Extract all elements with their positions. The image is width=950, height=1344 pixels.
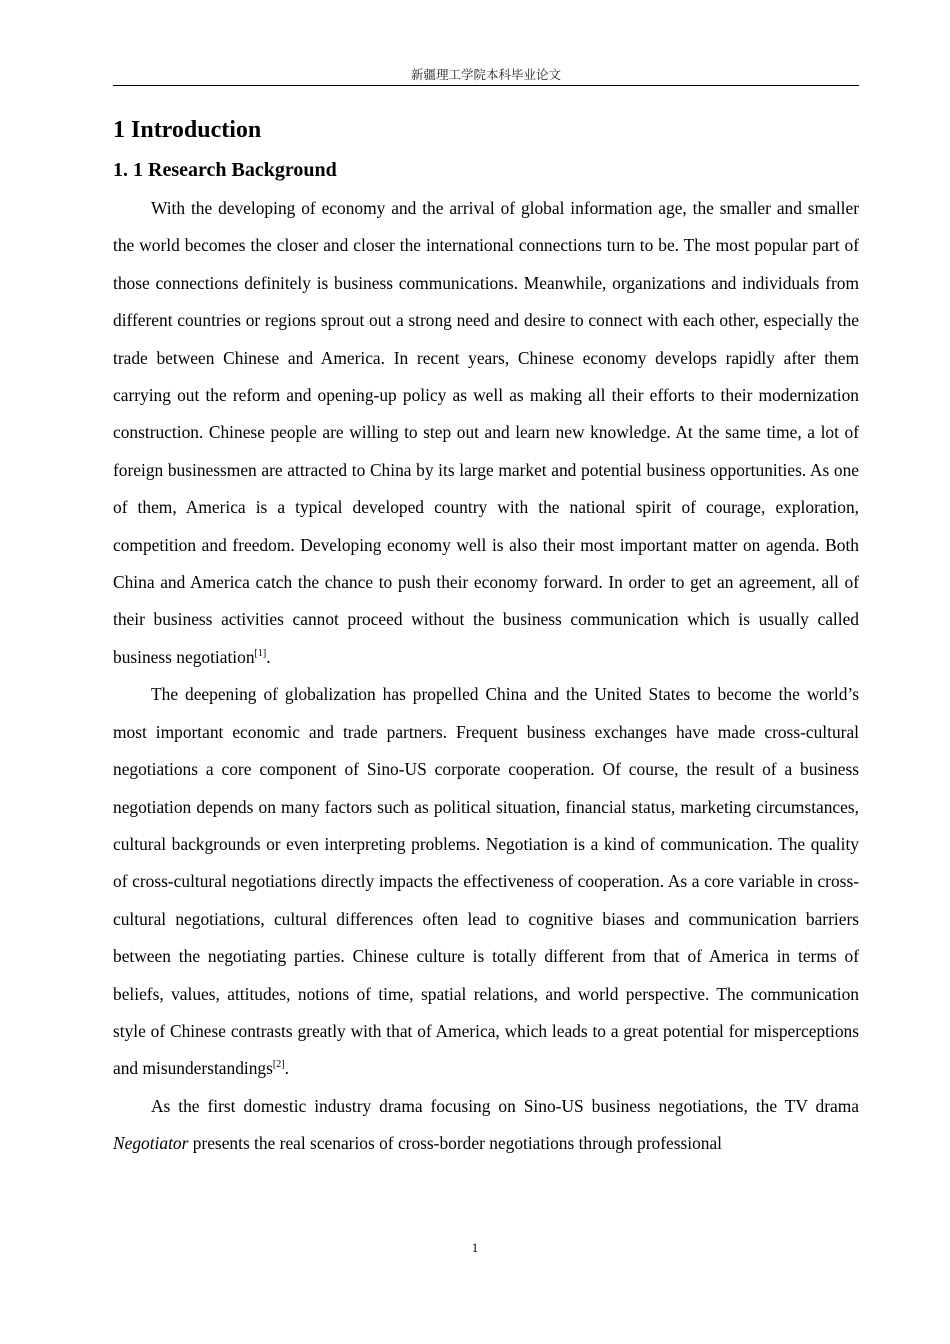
section-heading: 1 Introduction <box>113 117 262 143</box>
paragraph-3-rest: presents the real scenarios of cross-border negotiations through professional <box>188 1133 723 1154</box>
page-number: 1 <box>471 1240 479 1255</box>
paragraph-2-text: The deepening of globalization has propelled China and the United States to become the world’s most important economic and trade partners. Frequent business exchanges have made cross-cultural negotiations a core component of Sino-US corporate cooperation. Of course, the result of a business negotiation depends on many factors such as political situation, financial status, marketing circumstances, cultural backgrounds or even interpreting problems. Negotiation is a kind of communication. The quality of cross-cultural negotiations directly impacts the effectiveness of cooperation. As a core variable in cross-cultural negotiations, cultural differences often lead to cognitive biases and communication barriers between the negotiating parties. Chinese culture is totally different from that of America in terms of beliefs, values, attitudes, notions of time, spatial relations, and world perspective. The communication style of Chinese contrasts greatly with that of America, which leads to a great potential for misperceptions and misunderstandings <box>113 684 859 1079</box>
paragraph-1-end: . <box>266 646 271 667</box>
citation-1: [1] <box>254 647 267 659</box>
paragraph-1-text: With the developing of economy and the arrival of global information age, the smaller and smaller the world becomes the closer and closer the international connections turn to be. The most popular part of those connections definitely is business communications. Meanwhile, organizations and individuals from different countries or regions sprout out a strong need and desire to connect with each other, especially the trade between Chinese and America. In recent years, Chinese economy develops rapidly after them carrying out the reform and opening-up policy as well as making all their efforts to their modernization construction. Chinese people are willing to step out and learn new knowledge. At the same time, a lot of foreign businessmen are attracted to China by its large market and potential business opportunities. As one of them, America is a typical developed country with the national spirit of courage, exploration, competition and freedom. Developing economy well is also their most important matter on agenda. Both China and America catch the chance to push their economy forward. In order to get an agreement, all of their business activities cannot proceed without the business communication which is usually called business negotiation <box>113 198 859 667</box>
paragraph-1 <box>113 190 859 676</box>
page-header <box>113 66 859 86</box>
header-title: 新疆理工学院本科毕业论文 <box>410 67 561 82</box>
paragraph-2 <box>113 676 859 1087</box>
paragraph-2-end: . <box>284 1058 289 1079</box>
page-body <box>113 110 859 1163</box>
drama-title: Negotiator <box>113 1133 189 1154</box>
subsection-heading: 1. 1 Research Background <box>113 159 337 181</box>
paragraph-3 <box>113 1088 859 1163</box>
citation-2: [2] <box>272 1059 285 1071</box>
paragraph-3-start: As the first domestic industry drama focusing on Sino-US business negotiations, the TV drama <box>151 1095 859 1116</box>
